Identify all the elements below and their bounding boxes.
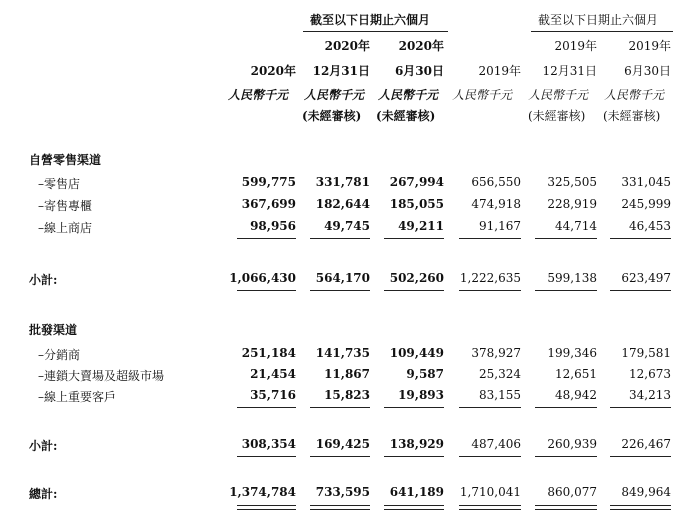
rule (459, 456, 521, 457)
rule (384, 238, 444, 239)
cell: 474,918 (471, 197, 521, 211)
col3-currency: 人民幣千元 (378, 88, 439, 102)
rule (459, 238, 521, 239)
rule (384, 407, 444, 408)
total-cell: 733,595 (315, 485, 370, 499)
subtotal-cell: 623,497 (621, 271, 671, 285)
cell: 378,927 (471, 346, 521, 360)
cell: 179,581 (621, 346, 671, 360)
double-rule (310, 505, 370, 510)
col6-date: 6月30日 (624, 64, 671, 78)
cell: 367,699 (241, 197, 296, 211)
double-rule (459, 505, 521, 510)
cell: 199,346 (547, 346, 597, 360)
col6-currency: 人民幣千元 (604, 88, 665, 102)
col2-currency: 人民幣千元 (304, 88, 365, 102)
rule (459, 407, 521, 408)
row-label: –零售店 (38, 177, 81, 191)
cell: 83,155 (479, 388, 521, 402)
subtotal-cell: 599,138 (547, 271, 597, 285)
row-label: –線上重要客戶 (38, 390, 117, 404)
col5-year: 2019年 (554, 39, 597, 53)
total-label: 總計: (29, 487, 58, 501)
rule (610, 407, 671, 408)
group2-underline (531, 31, 673, 32)
subtotal-label: 小計: (29, 439, 58, 453)
rule (310, 290, 370, 291)
cell: 44,714 (555, 219, 597, 233)
col2-year: 2020年 (324, 39, 370, 53)
col5-date: 12月31日 (542, 64, 597, 78)
cell: 48,942 (555, 388, 597, 402)
subtotal-label: 小計: (29, 273, 58, 287)
cell: 11,867 (324, 367, 370, 381)
subtotal-cell: 169,425 (315, 437, 370, 451)
col3-year: 2020年 (398, 39, 444, 53)
rule (310, 456, 370, 457)
cell: 656,550 (471, 175, 521, 189)
group1-title: 截至以下日期止六個月 (310, 13, 431, 27)
rule (610, 238, 671, 239)
subtotal-cell: 226,467 (621, 437, 671, 451)
double-rule (535, 505, 597, 510)
cell: 331,045 (621, 175, 671, 189)
cell: 599,775 (241, 175, 296, 189)
cell: 267,994 (389, 175, 444, 189)
cell: 331,781 (315, 175, 370, 189)
col3-unaudited: (未經審核) (376, 109, 436, 123)
rule (535, 290, 597, 291)
col6-unaudited: (未經審核) (603, 109, 661, 123)
cell: 49,745 (324, 219, 370, 233)
subtotal-cell: 502,260 (389, 271, 444, 285)
rule (384, 456, 444, 457)
rule (237, 290, 296, 291)
cell: 46,453 (629, 219, 671, 233)
group2-title: 截至以下日期止六個月 (538, 13, 659, 27)
rule (610, 290, 671, 291)
cell: 91,167 (479, 219, 521, 233)
col5-currency: 人民幣千元 (528, 88, 589, 102)
cell: 325,505 (547, 175, 597, 189)
cell: 35,716 (250, 388, 296, 402)
cell: 185,055 (389, 197, 444, 211)
rule (237, 456, 296, 457)
cell: 98,956 (250, 219, 296, 233)
rule (384, 290, 444, 291)
rule (535, 238, 597, 239)
subtotal-cell: 308,354 (241, 437, 296, 451)
row-label: –分銷商 (38, 348, 81, 362)
rule (310, 238, 370, 239)
rule (535, 407, 597, 408)
col1-year: 2020年 (250, 64, 296, 78)
cell: 21,454 (250, 367, 296, 381)
rule (535, 456, 597, 457)
rule (237, 238, 296, 239)
cell: 49,211 (398, 219, 444, 233)
cell: 109,449 (389, 346, 444, 360)
rule (459, 290, 521, 291)
total-cell: 849,964 (621, 485, 671, 499)
col3-date: 6月30日 (394, 64, 444, 78)
col1-currency: 人民幣千元 (228, 88, 289, 102)
col2-unaudited: (未經審核) (302, 109, 362, 123)
double-rule (384, 505, 444, 510)
cell: 182,644 (315, 197, 370, 211)
total-cell: 1,374,784 (229, 485, 296, 499)
col2-date: 12月31日 (312, 64, 370, 78)
total-cell: 860,077 (547, 485, 597, 499)
total-cell: 1,710,041 (459, 485, 521, 499)
subtotal-cell: 487,406 (471, 437, 521, 451)
cell: 34,213 (629, 388, 671, 402)
section-title-retail: 自營零售渠道 (29, 153, 102, 167)
cell: 12,673 (629, 367, 671, 381)
cell: 251,184 (241, 346, 296, 360)
col5-unaudited: (未經審核) (528, 109, 586, 123)
row-label: –線上商店 (38, 221, 93, 235)
subtotal-cell: 1,066,430 (229, 271, 296, 285)
subtotal-cell: 564,170 (315, 271, 370, 285)
cell: 245,999 (621, 197, 671, 211)
subtotal-cell: 1,222,635 (459, 271, 521, 285)
double-rule (237, 505, 296, 510)
double-rule (610, 505, 671, 510)
total-cell: 641,189 (389, 485, 444, 499)
cell: 25,324 (479, 367, 521, 381)
cell: 19,893 (398, 388, 444, 402)
rule (310, 407, 370, 408)
row-label: –寄售專櫃 (38, 199, 93, 213)
col4-currency: 人民幣千元 (452, 88, 513, 102)
cell: 15,823 (324, 388, 370, 402)
subtotal-cell: 138,929 (389, 437, 444, 451)
rule (237, 407, 296, 408)
row-label: –連鎖大賣場及超級市場 (38, 369, 165, 383)
subtotal-cell: 260,939 (547, 437, 597, 451)
cell: 141,735 (315, 346, 370, 360)
cell: 228,919 (547, 197, 597, 211)
rule (610, 456, 671, 457)
cell: 9,587 (406, 367, 444, 381)
cell: 12,651 (555, 367, 597, 381)
col6-year: 2019年 (628, 39, 671, 53)
group1-underline (303, 31, 448, 32)
col4-year: 2019年 (478, 64, 521, 78)
section-title-wholesale: 批發渠道 (29, 323, 78, 337)
